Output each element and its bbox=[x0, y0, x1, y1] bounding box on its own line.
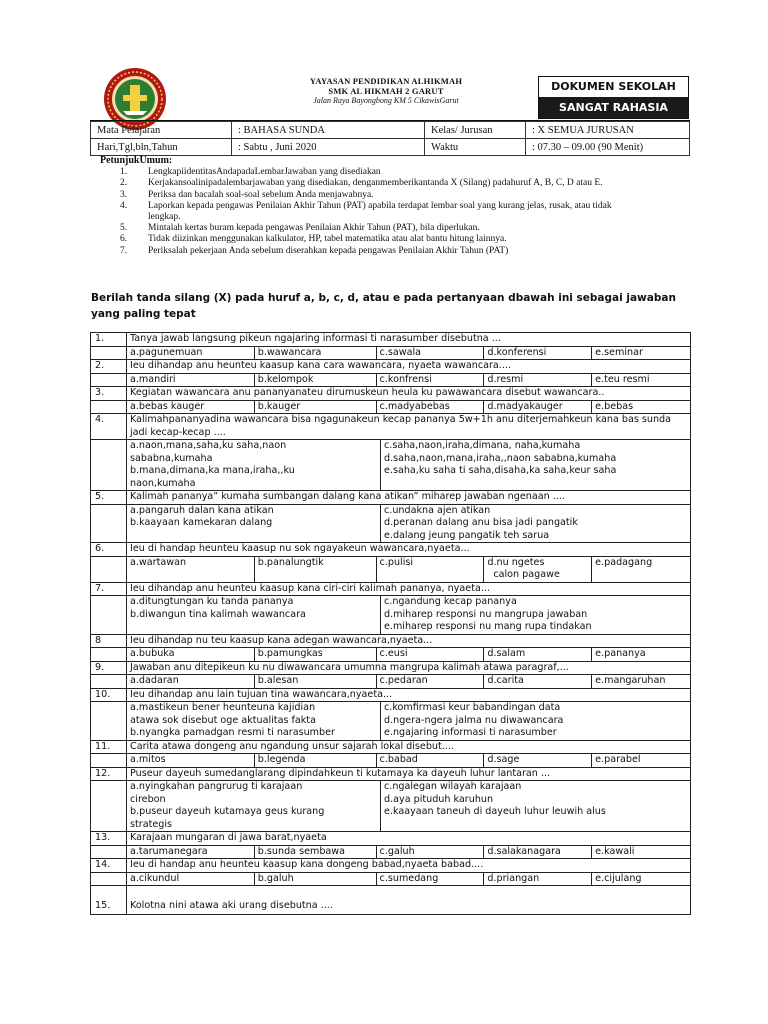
doc-box-bottom: SANGAT RAHASIA bbox=[539, 97, 688, 118]
option-d: d.resmi bbox=[483, 374, 591, 387]
blank-cell bbox=[91, 440, 127, 491]
option-a: a.cikundul bbox=[130, 872, 180, 884]
option-a: a.bubuka bbox=[130, 648, 175, 659]
question-text: Ieu di handap heunteu kaasup nu sok ngayakeun wawancara,nyaeta... bbox=[127, 543, 691, 557]
option-c: c.madyabebas bbox=[376, 401, 484, 414]
options-row bbox=[91, 346, 691, 360]
question-text: Kalimahpananyadina wawancara bisa ngagunakeun kecap pananya 5w+1h anu diterjemahkeun kana bas sunda jadi kecap-kecap .... bbox=[127, 414, 691, 440]
option-a: a.dadaran bbox=[130, 675, 179, 686]
question-number: 4. bbox=[91, 414, 127, 440]
option-line: c.undakna ajen atikan bbox=[384, 504, 491, 516]
options-row bbox=[91, 675, 691, 689]
blank-cell bbox=[91, 346, 127, 360]
question-text: Jawaban anu ditepikeun ku nu diwawancara umumna mangrupa kalimah atawa paragraf,... bbox=[127, 661, 691, 675]
option-b: b.sunda sembawa bbox=[254, 846, 376, 859]
options-row bbox=[91, 872, 691, 886]
instructions-heading: PetunjukUmum: bbox=[100, 155, 173, 166]
option-b: b.galuh bbox=[254, 873, 376, 886]
option-line: d.saha,naon,mana,iraha,,naon sababna,kumaha bbox=[384, 452, 617, 464]
question-text: Ieu dihandap anu lain tujuan tina wawancara,nyaeta... bbox=[127, 688, 691, 702]
option-line: e.kaayaan taneuh di dayeuh luhur leuwih alus bbox=[384, 806, 606, 817]
options-row bbox=[91, 440, 691, 491]
question-number: 6. bbox=[91, 543, 127, 557]
org-name: YAYASAN PENDIDIKAN ALHIKMAH bbox=[309, 76, 463, 86]
option-d-line2: calon pagawe bbox=[493, 569, 560, 580]
blank-cell bbox=[91, 504, 127, 543]
option-line: b.mana,dimana,ka mana,iraha,,ku bbox=[130, 465, 295, 476]
question-row bbox=[91, 582, 691, 596]
option-line: e.ngajaring informasi ti narasumber bbox=[384, 727, 557, 738]
question-number: 15. bbox=[91, 886, 127, 915]
general-instructions bbox=[100, 155, 700, 257]
question-number: 14. bbox=[91, 859, 127, 873]
school-name: SMK AL HIKMAH 2 GARUT bbox=[328, 86, 444, 96]
instruction-text: Kerjakansoalinipadalembarjawaban yang disediakan, denganmemberikantanda X (Silang) padahuruf A, B, C, D atau E. bbox=[148, 178, 603, 189]
question-row bbox=[91, 832, 691, 846]
option-line: e.miharep responsi nu mang rupa tindakan bbox=[384, 621, 592, 632]
option-line: d.ngera-ngera jalma nu diwawancara bbox=[384, 714, 564, 726]
option-line: b.kaayaan kamekaran dalang bbox=[130, 517, 273, 528]
option-line: cirebon bbox=[130, 793, 166, 805]
option-b: b.pamungkas bbox=[254, 648, 376, 661]
question-number: 12. bbox=[91, 767, 127, 781]
main-instruction: Berilah tanda silang (X) pada huruf a, b, c, d, atau e pada pertanyaan dbawah ini sebagai jawaban yang paling tepat bbox=[91, 292, 676, 320]
meta-row bbox=[91, 139, 690, 156]
instruction-item bbox=[100, 223, 700, 234]
instruction-number: 2. bbox=[120, 178, 128, 189]
questions-table bbox=[90, 332, 691, 915]
instruction-item bbox=[100, 167, 700, 178]
instruction-item bbox=[100, 201, 700, 223]
time-value: : 07.30 – 09.00 (90 Menit) bbox=[526, 139, 690, 156]
question-text: Ieu di handap anu heunteu kaasup kana dongeng babad,nyaeta babad.... bbox=[127, 859, 691, 873]
options-row bbox=[91, 845, 691, 859]
question-row bbox=[91, 740, 691, 754]
question-number: 11. bbox=[91, 740, 127, 754]
subject-label: Mata Pelajaran bbox=[91, 122, 232, 139]
option-d: d.madyakauger bbox=[483, 401, 591, 414]
option-line: e.dalang jeung pangatik teh sarua bbox=[384, 529, 550, 541]
option-e: e.padagang bbox=[591, 557, 690, 582]
option-e: e.cijulang bbox=[591, 873, 690, 886]
document-classification-box bbox=[538, 76, 689, 119]
option-c: c.babad bbox=[376, 754, 484, 767]
option-c: c.konfrensi bbox=[376, 374, 484, 387]
question-row bbox=[91, 886, 691, 915]
option-line: c.saha,naon,iraha,dimana, naha,kumaha bbox=[384, 440, 581, 451]
options-row bbox=[91, 596, 691, 635]
subject-value: : BAHASA SUNDA bbox=[232, 122, 425, 139]
school-address: Jalan Raya Bayongbong KM 5 CikawisGarut bbox=[313, 96, 459, 105]
question-text: Ieu dihandap nu teu kaasup kana adegan wawancara,nyaeta... bbox=[127, 634, 691, 648]
blank-cell bbox=[91, 754, 127, 768]
option-e: e.bebas bbox=[591, 401, 690, 414]
option-b: b.kelompok bbox=[254, 374, 376, 387]
option-c: c.sawala bbox=[376, 347, 484, 360]
option-d bbox=[483, 557, 591, 582]
option-line: a.nyingkahan pangrurug ti karajaan bbox=[130, 781, 303, 792]
instruction-text: Laporkan kepada pengawas Penilaian Akhir Tahun (PAT) apabila terdapat lembar soal yang kurang jelas, rusak, atau tidak lengkap. bbox=[148, 200, 612, 223]
meta-row bbox=[91, 122, 690, 139]
option-line: b.nyangka pamadgan resmi ti narasumber bbox=[130, 727, 335, 738]
question-number: 9. bbox=[91, 661, 127, 675]
instruction-text: Periksalah pekerjaan Anda sebelum diserahkan kepada pengawas Penilaian Akhir Tahun (PAT) bbox=[148, 245, 509, 256]
options-row bbox=[91, 648, 691, 662]
option-e: e.mangaruhan bbox=[591, 675, 690, 688]
option-d: d.priangan bbox=[483, 873, 591, 886]
instruction-text: Periksa dan bacalah soal-soal sebelum Anda menjawabnya. bbox=[148, 189, 374, 200]
option-e: e.seminar bbox=[591, 347, 690, 360]
question-text: Kalimah pananya” kumaha sumbangan dalang kana atikan” miharep jawaban ngenaan .... bbox=[127, 491, 691, 505]
option-line: b.diwangun tina kalimah wawancara bbox=[130, 608, 306, 620]
option-d: d.salam bbox=[483, 648, 591, 661]
option-line: b.puseur dayeuh kutamaya geus kurang bbox=[130, 806, 325, 817]
question-row bbox=[91, 688, 691, 702]
instruction-number: 3. bbox=[120, 189, 128, 200]
option-line: a.ditungtungan ku tanda pananya bbox=[130, 596, 294, 607]
question-number: 10. bbox=[91, 688, 127, 702]
instruction-number: 1. bbox=[120, 167, 128, 178]
option-b: b.panalungtik bbox=[254, 557, 376, 582]
option-c: c.pulisi bbox=[376, 557, 484, 582]
option-line: d.peranan dalang anu bisa jadi pangatik bbox=[384, 517, 578, 528]
class-label: Kelas/ Jurusan bbox=[425, 122, 526, 139]
option-line: c.ngalegan wilayah karajaan bbox=[384, 781, 522, 792]
question-row bbox=[91, 333, 691, 347]
question-row bbox=[91, 414, 691, 440]
instruction-number: 5. bbox=[120, 223, 128, 234]
option-e: e.kawali bbox=[591, 846, 690, 859]
blank-cell bbox=[91, 872, 127, 886]
question-number: 8 bbox=[91, 634, 127, 648]
option-d-line1: d.nu ngetes bbox=[487, 556, 545, 568]
option-line: a.pangaruh dalan kana atikan bbox=[130, 504, 274, 516]
question-number: 13. bbox=[91, 832, 127, 846]
option-a: a.tarumanegara bbox=[130, 845, 208, 857]
blank-cell bbox=[91, 845, 127, 859]
school-heading bbox=[236, 76, 536, 105]
option-e: e.pananya bbox=[591, 648, 690, 661]
option-a: a.pagunemuan bbox=[130, 346, 203, 358]
date-value: : Sabtu , Juni 2020 bbox=[232, 139, 425, 156]
option-c: c.eusi bbox=[376, 648, 484, 661]
question-row bbox=[91, 360, 691, 374]
doc-box-top: DOKUMEN SEKOLAH bbox=[539, 77, 688, 97]
question-row bbox=[91, 767, 691, 781]
question-number: 1. bbox=[91, 333, 127, 347]
option-a: a.mandiri bbox=[130, 373, 176, 385]
option-line: sababna,kumaha bbox=[130, 452, 213, 464]
option-line: c.komfirmasi keur babandingan data bbox=[384, 702, 561, 713]
question-row bbox=[91, 661, 691, 675]
question-row bbox=[91, 387, 691, 401]
blank-cell bbox=[91, 400, 127, 414]
option-a: a.wartawan bbox=[130, 556, 187, 568]
options-row bbox=[91, 754, 691, 768]
option-line: atawa sok disebut oge aktualitas fakta bbox=[130, 714, 316, 726]
time-label: Waktu bbox=[425, 139, 526, 156]
blank-cell bbox=[91, 373, 127, 387]
blank-cell bbox=[91, 702, 127, 741]
question-row bbox=[91, 543, 691, 557]
instruction-item bbox=[100, 246, 700, 257]
instruction-item bbox=[100, 178, 700, 189]
question-number: 2. bbox=[91, 360, 127, 374]
question-text: Karajaan mungaran di jawa barat,nyaeta bbox=[127, 832, 691, 846]
blank-cell bbox=[91, 556, 127, 582]
option-d: d.salakanagara bbox=[483, 846, 591, 859]
question-text: Kegiatan wawancara anu pananyanateu dirumuskeun heula ku pawawancara disebut wawancara.. bbox=[127, 387, 691, 401]
option-b: b.alesan bbox=[254, 675, 376, 688]
options-row bbox=[91, 504, 691, 543]
instruction-text: Mintalah kertas buram kepada pengawas Penilaian Akhir Tahun (PAT), bila diperlukan. bbox=[148, 223, 480, 234]
instruction-number: 7. bbox=[120, 245, 128, 256]
option-d: d.carita bbox=[483, 675, 591, 688]
option-a: a.mitos bbox=[130, 754, 166, 765]
blank-cell bbox=[91, 648, 127, 662]
option-d: d.konferensi bbox=[483, 347, 591, 360]
option-b: b.legenda bbox=[254, 754, 376, 767]
exam-meta-table bbox=[90, 121, 690, 156]
options-row bbox=[91, 702, 691, 741]
option-b: b.kauger bbox=[254, 401, 376, 414]
option-e: e.parabel bbox=[591, 754, 690, 767]
instruction-number: 6. bbox=[120, 234, 128, 245]
question-text: Puseur dayeuh sumedanglarang dipindahkeun ti kutamaya ka dayeuh luhur lantaran ... bbox=[127, 767, 691, 781]
option-line: d.miharep responsi nu mangrupa jawaban bbox=[384, 608, 588, 620]
option-c: c.sumedang bbox=[376, 873, 484, 886]
options-row bbox=[91, 556, 691, 582]
options-row bbox=[91, 373, 691, 387]
option-c: c.pedaran bbox=[376, 675, 484, 688]
question-text: Ieu dihandap anu heunteu kaasup kana cara wawancara, nyaeta wawancara.... bbox=[127, 360, 691, 374]
question-number: 5. bbox=[91, 491, 127, 505]
question-number: 3. bbox=[91, 387, 127, 401]
option-line: e.saha,ku saha ti saha,disaha,ka saha,keur saha bbox=[384, 465, 617, 476]
option-a: a.bebas kauger bbox=[130, 400, 205, 412]
question-number: 7. bbox=[91, 582, 127, 596]
instruction-item bbox=[100, 190, 700, 201]
instruction-text: Tidak diizinkan menggunakan kalkulator, HP, tabel matematika atau alat bantu hitung lainnya. bbox=[148, 234, 507, 245]
option-line: d.aya pituduh karuhun bbox=[384, 793, 494, 805]
option-e: e.teu resmi bbox=[591, 374, 690, 387]
blank-cell bbox=[91, 781, 127, 832]
question-row bbox=[91, 859, 691, 873]
date-label: Hari,Tgl,bln,Tahun bbox=[91, 139, 232, 156]
option-line: naon,kumaha bbox=[130, 477, 196, 489]
options-row bbox=[91, 781, 691, 832]
option-d: d.sage bbox=[483, 754, 591, 767]
question-row bbox=[91, 634, 691, 648]
option-c: c.galuh bbox=[376, 846, 484, 859]
blank-cell bbox=[91, 675, 127, 689]
question-text: Kolotna nini atawa aki urang disebutna .... bbox=[127, 886, 691, 915]
question-row bbox=[91, 491, 691, 505]
blank-cell bbox=[91, 596, 127, 635]
instruction-text: LengkapiidentitasAndapadaLembarJawaban yang disediakan bbox=[148, 167, 381, 178]
instruction-item bbox=[100, 234, 700, 245]
options-row bbox=[91, 400, 691, 414]
option-line: strategis bbox=[130, 818, 173, 830]
option-line: a.naon,mana,saha,ku saha,naon bbox=[130, 440, 287, 451]
question-text: Ieu dihandap anu heunteu kaasup kana ciri-ciri kalimah pananya, nyaeta... bbox=[127, 582, 691, 596]
option-line: c.ngandung kecap pananya bbox=[384, 596, 517, 607]
instruction-number: 4. bbox=[120, 200, 128, 211]
option-line: a.mastikeun bener heunteuna kajidian bbox=[130, 702, 316, 713]
question-text: Carita atawa dongeng anu ngandung unsur sajarah lokal disebut.... bbox=[127, 740, 691, 754]
class-value: : X SEMUA JURUSAN bbox=[526, 122, 690, 139]
option-b: b.wawancara bbox=[254, 347, 376, 360]
question-text: Tanya jawab langsung pikeun ngajaring informasi ti narasumber disebutna ... bbox=[127, 333, 691, 347]
